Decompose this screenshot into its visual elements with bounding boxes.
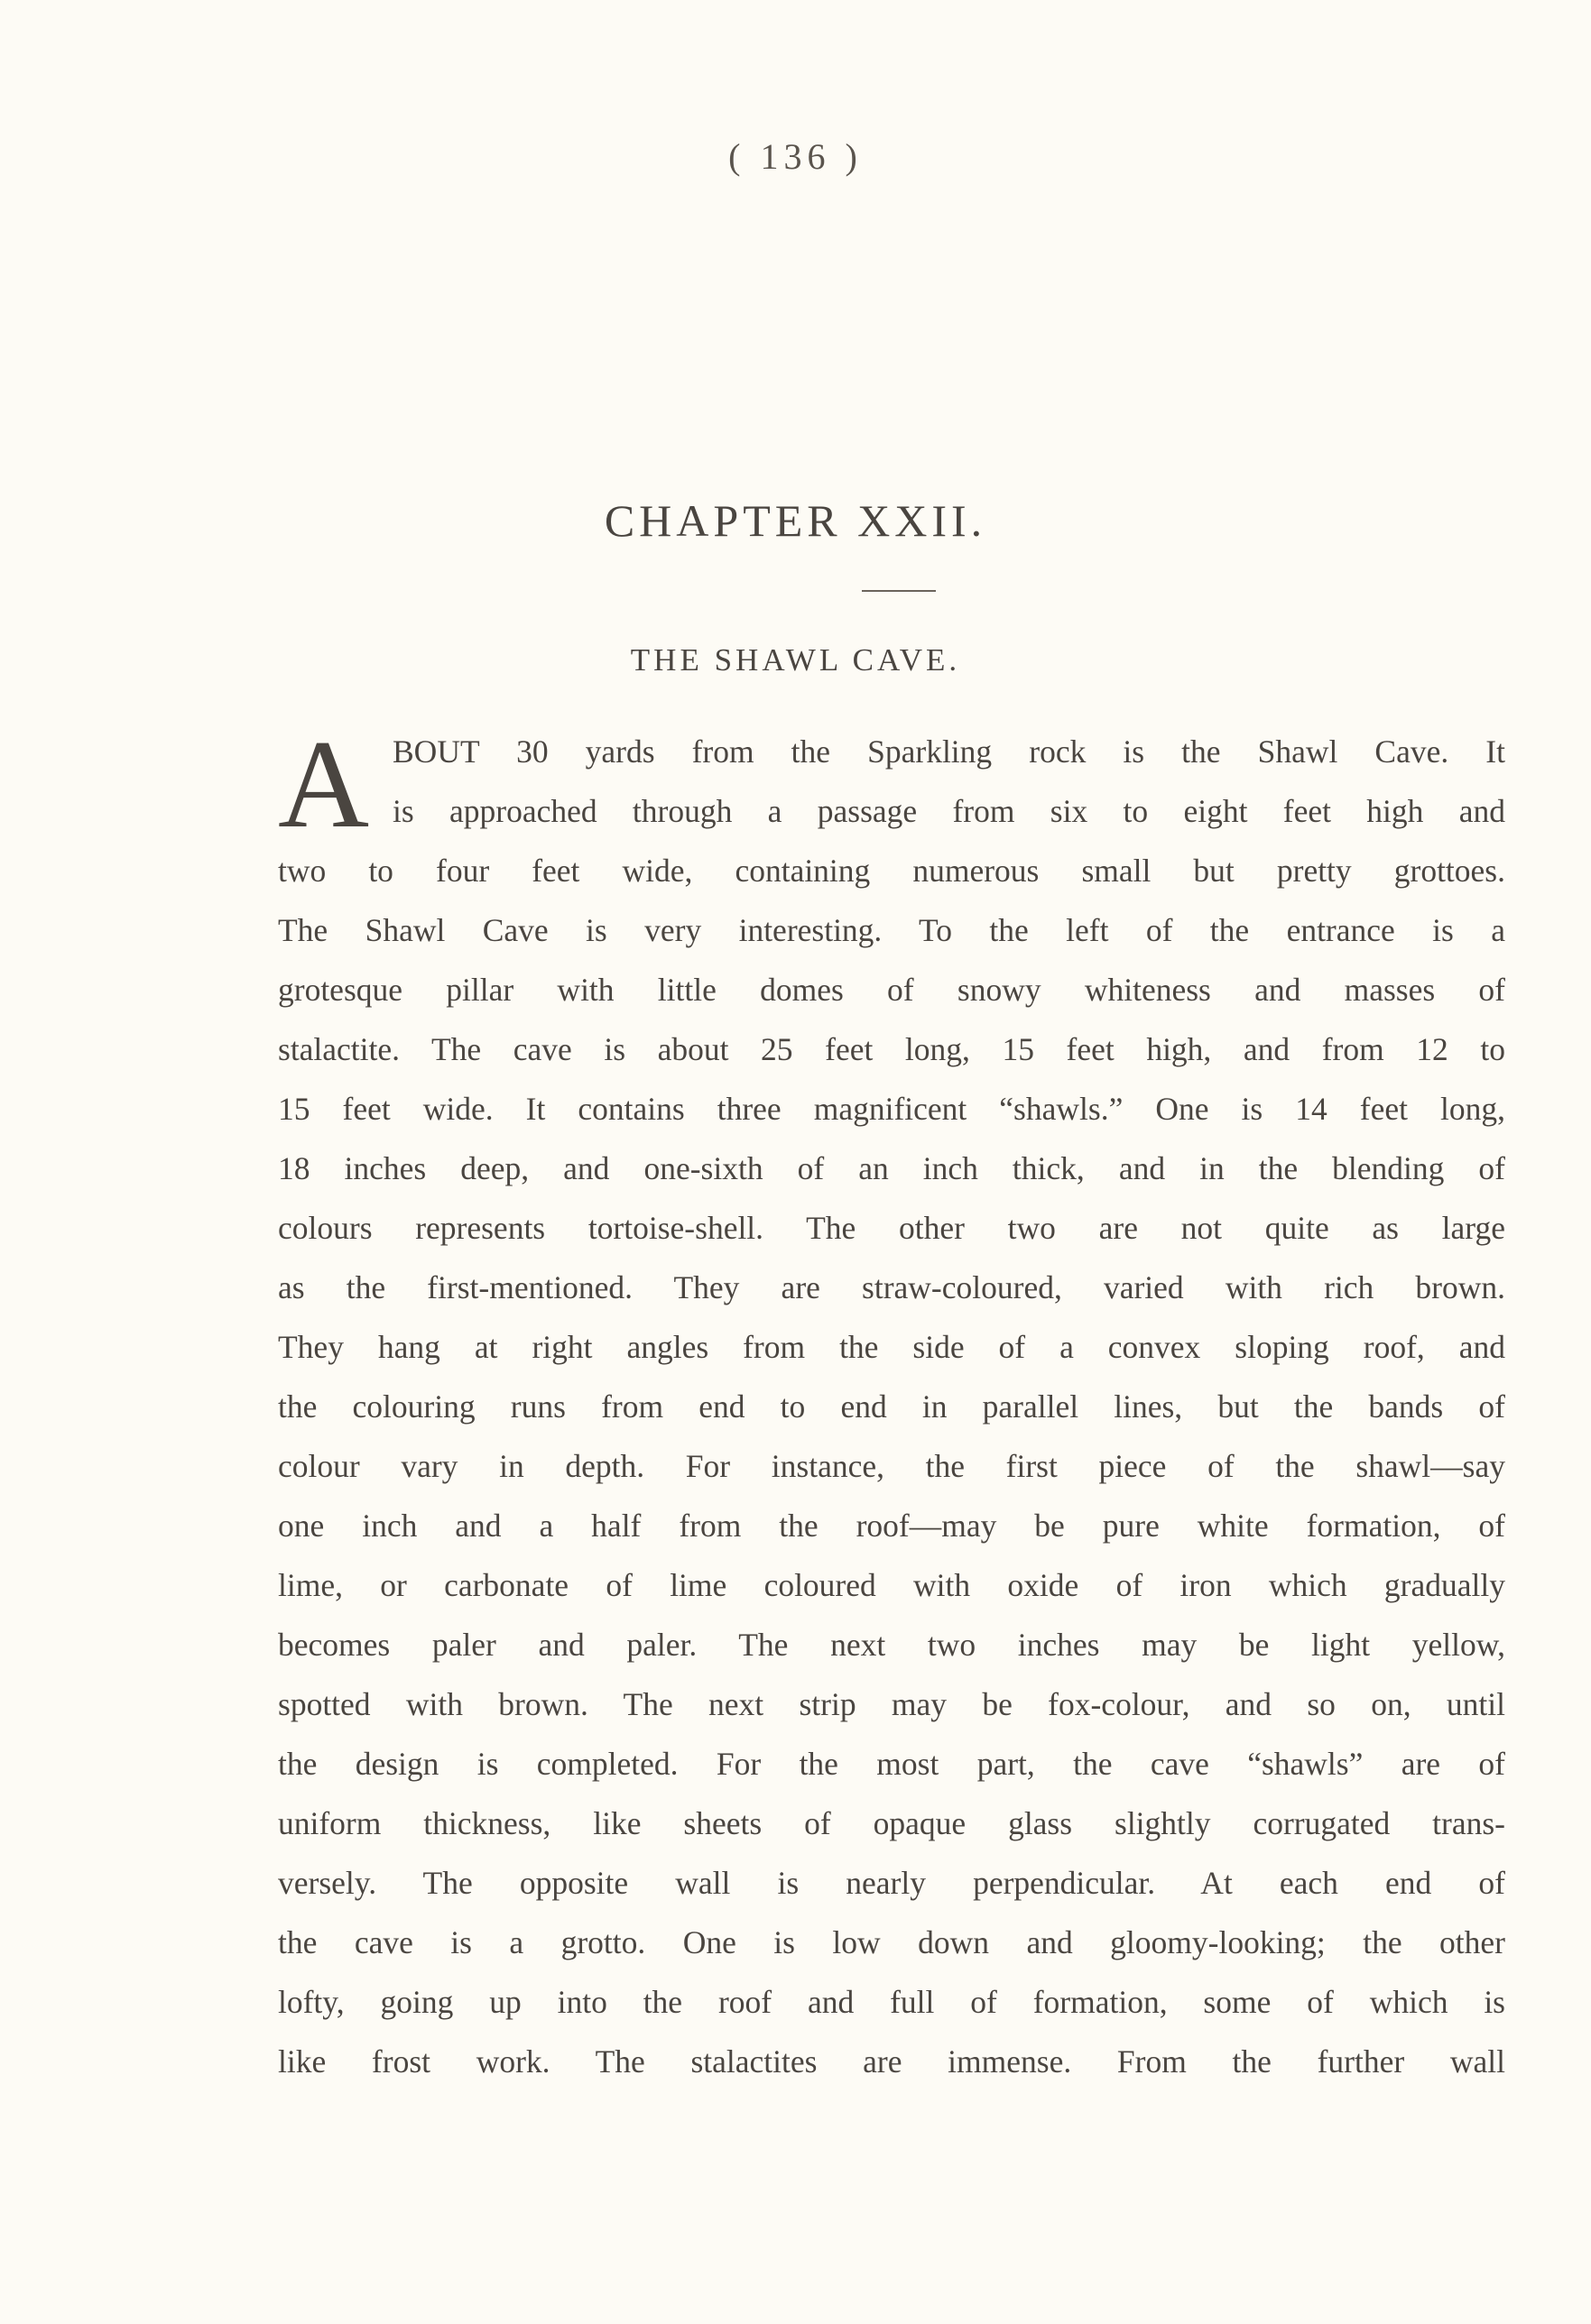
chapter-divider [862, 590, 936, 592]
text-line: versely. The opposite wall is nearly perpendicular. At each end of [278, 1865, 1505, 1901]
text-line: like frost work. The stalactites are immense. From the further wall [278, 2043, 1505, 2080]
text-line: spotted with brown. The next strip may be fox-colour, and so on, until [278, 1686, 1505, 1722]
text-line: colour vary in depth. For instance, the first piece of the shawl—say [278, 1448, 1505, 1484]
text-line: lofty, going up into the roof and full of formation, some of which is [278, 1984, 1505, 2020]
text-line: one inch and a half from the roof—may be pure white formation, of [278, 1508, 1505, 1544]
text-line: the cave is a grotto. One is low down and gloomy-looking; the other [278, 1924, 1505, 1960]
text-line: The Shawl Cave is very interesting. To the left of the entrance is a [278, 912, 1505, 948]
text-line: 18 inches deep, and one-sixth of an inch thick, and in the blending of [278, 1150, 1505, 1186]
page-number: ( 136 ) [728, 136, 863, 177]
text-line: They hang at right angles from the side of a convex sloping roof, and [278, 1329, 1505, 1365]
chapter-subtitle: THE SHAWL CAVE. [630, 642, 961, 678]
text-line: is approached through a passage from six to eight feet high and [393, 793, 1505, 829]
text-line: 15 feet wide. It contains three magnificent “shawls.” One is 14 feet long, [278, 1091, 1505, 1127]
chapter-heading: CHAPTER XXII. [604, 495, 987, 546]
body-text [278, 715, 1505, 2091]
text-line: BOUT 30 yards from the Sparkling rock is the Shawl Cave. It [393, 733, 1505, 770]
text-line: colours represents tortoise-shell. The other two are not quite as large [278, 1210, 1505, 1246]
text-line: as the first-mentioned. They are straw-coloured, varied with rich brown. [278, 1269, 1505, 1305]
text-line: lime, or carbonate of lime coloured with oxide of iron which gradually [278, 1567, 1505, 1603]
text-line: becomes paler and paler. The next two inches may be light yellow, [278, 1627, 1505, 1663]
drop-cap: A [278, 715, 370, 854]
text-line: uniform thickness, like sheets of opaque glass slightly corrugated trans- [278, 1805, 1505, 1841]
text-line: the design is completed. For the most part, the cave “shawls” are of [278, 1746, 1505, 1782]
text-line: two to four feet wide, containing numerous small but pretty grottoes. [278, 853, 1505, 889]
text-line: stalactite. The cave is about 25 feet long, 15 feet high, and from 12 to [278, 1031, 1505, 1067]
text-line: the colouring runs from end to end in parallel lines, but the bands of [278, 1388, 1505, 1425]
text-line: grotesque pillar with little domes of snowy whiteness and masses of [278, 972, 1505, 1008]
